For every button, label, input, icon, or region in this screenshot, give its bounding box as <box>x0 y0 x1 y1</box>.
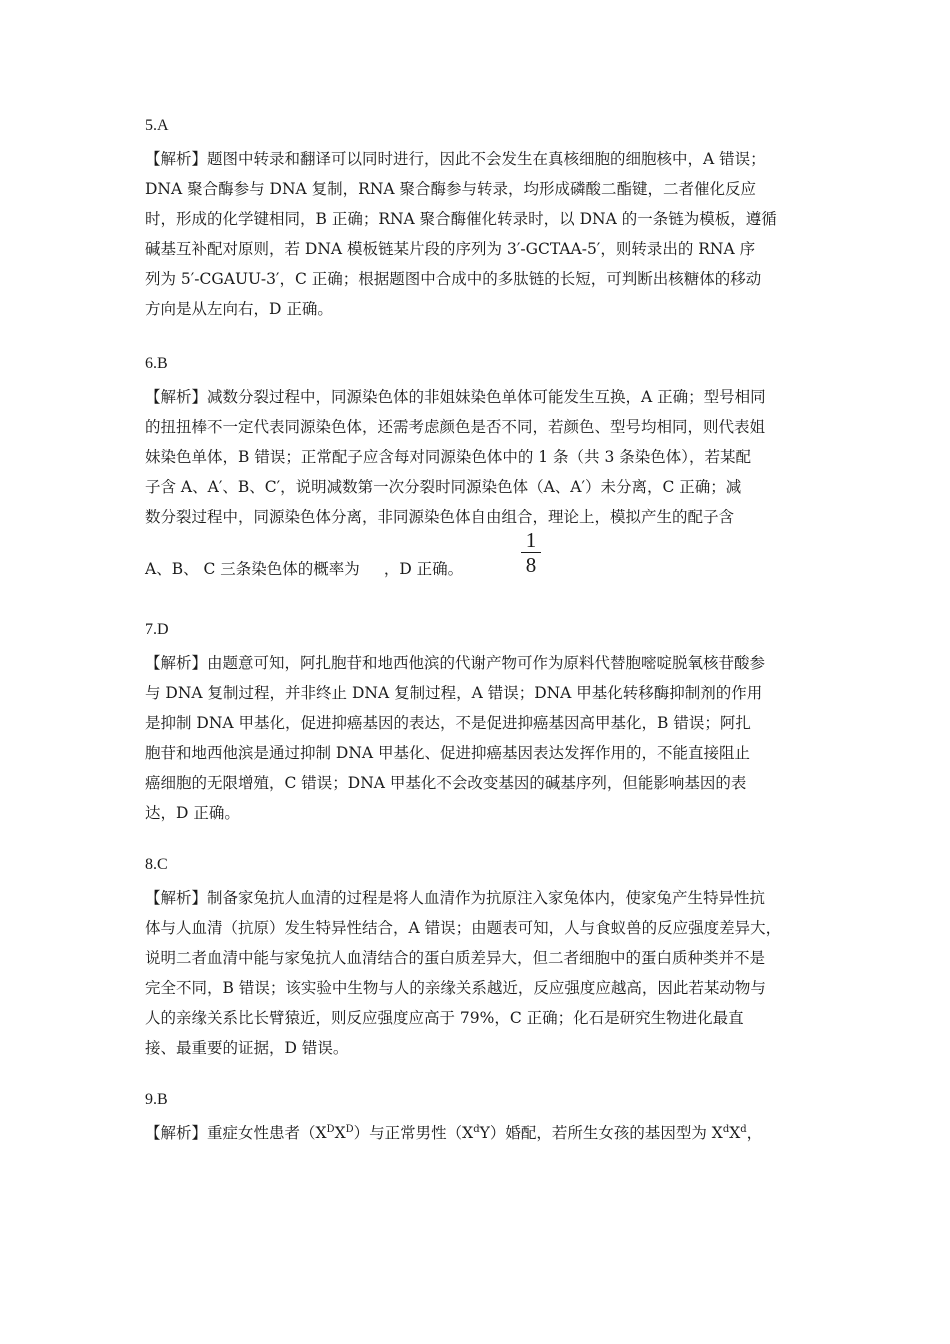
text-after-fraction: ，D 正确。 <box>383 560 464 578</box>
question-number: 7.D <box>145 621 169 638</box>
explanation-line: 碱基互补配对原则，若 DNA 模板链某片段的序列为 3′-GCTAA-5′，则转录出的 RNA 序 <box>145 240 756 258</box>
explanation-line: 妹染色单体，B 错误；正常配子应含每对同源染色体中的 1 条（共 3 条染色体），若某配 <box>145 448 752 466</box>
explanation-line: 胞苷和地西他滨是通过抑制 DNA 甲基化、促进抑癌基因表达发挥作用的，不能直接阻止 <box>145 744 751 762</box>
explanation-line: DNA 聚合酶参与 DNA 复制，RNA 聚合酶参与转录，均形成磷酸二酯键，二者催化反应 <box>145 180 757 198</box>
answer-9 <box>145 1090 810 1148</box>
explanation-line: 癌细胞的无限增殖，C 错误；DNA 甲基化不会改变基因的碱基序列，但能影响基因的表 <box>145 774 747 792</box>
question-number: 6.B <box>145 355 168 372</box>
explanation-line: 说明二者血清中能与家兔抗人血清结合的蛋白质差异大，但二者细胞中的蛋白质种类并不是 <box>145 949 766 967</box>
explanation-line: 时，形成的化学键相同，B 正确；RNA 聚合酶催化转录时，以 DNA 的一条链为模板，遵循 <box>145 210 777 228</box>
explanation-line: 【解析】减数分裂过程中，同源染色体的非姐妹染色单体可能发生互换，A 正确；型号相同 <box>145 388 766 406</box>
explanation-line: 达，D 正确。 <box>145 804 240 822</box>
explanation-line: 【解析】题图中转录和翻译可以同时进行，因此不会发生在真核细胞的细胞核中，A 错误； <box>145 150 766 168</box>
explanation-line: 是抑制 DNA 甲基化，促进抑癌基因的表达，不是促进抑癌基因高甲基化，B 错误；阿扎 <box>145 714 751 732</box>
answer-5 <box>145 116 810 324</box>
explanation-line: 人的亲缘关系比长臂猿近，则反应强度应高于 79%，C 正确；化石是研究生物进化最直 <box>145 1009 744 1027</box>
explanation-line: 子含 A、A′、B、C′，说明减数第一次分裂时同源染色体（A、A′）未分离，C 正确；减 <box>145 478 742 496</box>
fraction-numerator: 1 <box>521 528 541 553</box>
answer-7 <box>145 620 810 828</box>
explanation-line: 接、最重要的证据，D 错误。 <box>145 1039 349 1057</box>
question-number: 9.B <box>145 1091 168 1108</box>
explanation-line: 的扭扭棒不一定代表同源染色体，还需考虑颜色是否不同，若颜色、型号均相同，则代表姐 <box>145 418 766 436</box>
explanation-line: 完全不同，B 错误；该实验中生物与人的亲缘关系越近，反应强度应越高，因此若某动物与 <box>145 979 766 997</box>
explanation-line: 与 DNA 复制过程，并非终止 DNA 复制过程，A 错误；DNA 甲基化转移酶抑制剂的作用 <box>145 684 763 702</box>
answer-6 <box>145 354 810 584</box>
explanation-line: 【解析】重症女性患者$(X^DX^D)$与正常男性$(X^dY)$婚配，若所生女孩的基因型为 $X^dX^d$， <box>145 1123 763 1142</box>
explanation-line: 【解析】由题意可知，阿扎胞苷和地西他滨的代谢产物可作为原料代替胞嘧啶脱氧核苷酸参 <box>145 654 766 672</box>
explanation-line: 【解析】制备家兔抗人血清的过程是将人血清作为抗原注入家兔体内，使家兔产生特异性抗 <box>145 889 766 907</box>
question-number: 5.A <box>145 117 169 134</box>
explanation-line: 数分裂过程中，同源染色体分离，非同源染色体自由组合，理论上，模拟产生的配子含 <box>145 508 735 526</box>
explanation-line: 体与人血清（抗原）发生特异性结合，A 错误；由题表可知，人与食蚁兽的反应强度差异大， <box>145 919 782 937</box>
explanation-line: 列为 5′-CGAUU-3′，C 正确；根据题图中合成中的多肽链的长短，可判断出核糖体的移动 <box>145 270 762 288</box>
question-number: 8.C <box>145 856 168 873</box>
answer-8 <box>145 855 810 1063</box>
text-before-fraction: A、B、 C 三条染色体的概率为 <box>145 560 360 578</box>
fraction-denominator: 8 <box>525 553 537 577</box>
explanation-line: 方向是从左向右，D 正确。 <box>145 300 333 318</box>
explanation-line-with-fraction <box>145 528 810 584</box>
fraction <box>521 528 541 577</box>
